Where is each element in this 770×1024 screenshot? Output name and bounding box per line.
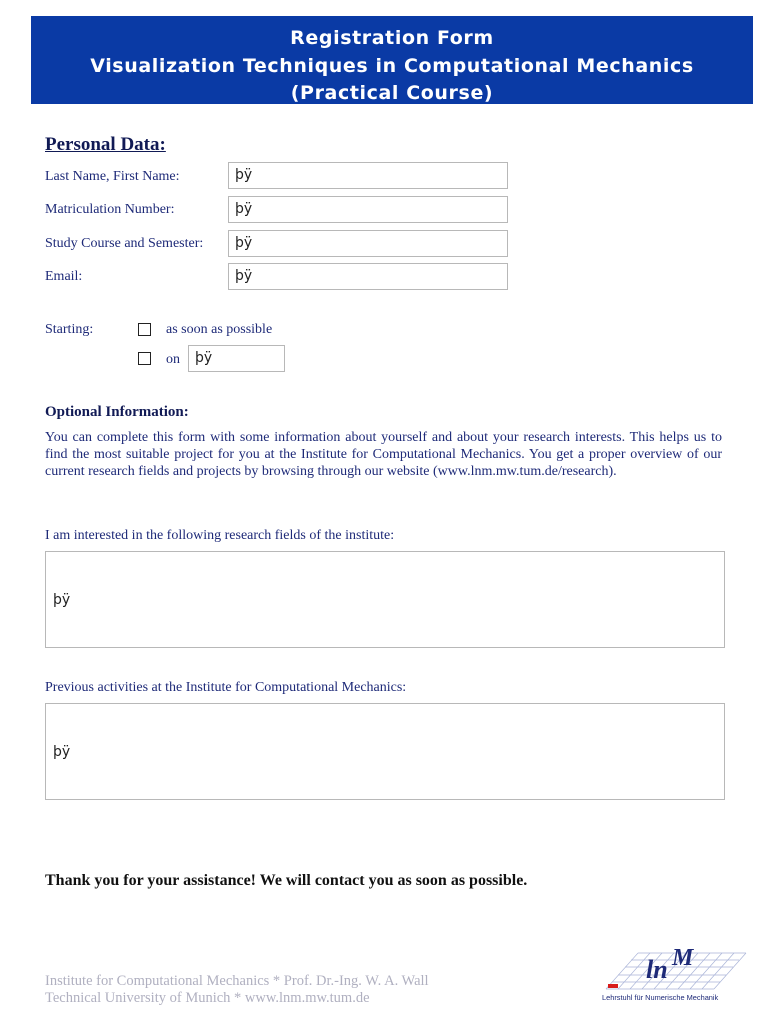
- lnm-logo: [598, 945, 750, 1005]
- logo-text-ln: ln: [646, 955, 668, 984]
- interests-label: I am interested in the following research fields of the institute:: [45, 528, 395, 543]
- date-checkbox[interactable]: [138, 352, 151, 365]
- footer: [45, 973, 429, 1007]
- footer-institute: Institute for Computational Mechanics * Prof. Dr.-Ing. W. A. Wall: [45, 973, 429, 989]
- logo-text-m: M: [672, 945, 694, 971]
- starting-label: Starting:: [45, 322, 94, 337]
- previous-activities-textarea[interactable]: þÿ: [45, 703, 725, 800]
- asap-option-label: as soon as possible: [166, 322, 273, 337]
- email-field[interactable]: þÿ: [228, 263, 508, 290]
- matriculation-field[interactable]: þÿ: [228, 196, 508, 223]
- header-course-type: (Practical Course): [290, 82, 494, 104]
- thank-you-message: Thank you for your assistance! We will contact you as soon as possible.: [45, 872, 528, 889]
- asap-checkbox[interactable]: [138, 323, 151, 336]
- form-header: [31, 16, 753, 104]
- header-title: Registration Form: [290, 27, 494, 49]
- logo-caption: Lehrstuhl für Numerische Mechanik: [602, 993, 719, 1002]
- matriculation-label: Matriculation Number:: [45, 202, 175, 217]
- optional-info-title: Optional Information:: [45, 404, 189, 420]
- previous-activities-label: Previous activities at the Institute for Computational Mechanics:: [45, 680, 407, 695]
- study-course-label: Study Course and Semester:: [45, 236, 204, 251]
- name-field[interactable]: þÿ: [228, 162, 508, 189]
- start-date-field[interactable]: þÿ: [188, 345, 285, 372]
- name-label: Last Name, First Name:: [45, 169, 180, 184]
- logo-accent-mark: [608, 984, 618, 988]
- study-course-field[interactable]: þÿ: [228, 230, 508, 257]
- personal-data-title: Personal Data:: [45, 134, 166, 155]
- date-option-label: on: [166, 352, 180, 367]
- optional-info-paragraph: You can complete this form with some information about yourself and about your research interests. This helps us to find the most suitable project for you at the Institute for Computational Mechanics. You get a proper overview of our current research fields and projects by browsing through our website (www.lnm.mw.tum.de/research).: [45, 430, 722, 479]
- email-label: Email:: [45, 269, 83, 284]
- header-course-name: Visualization Techniques in Computational Mechanics: [90, 54, 694, 77]
- footer-university: Technical University of Munich * www.lnm.mw.tum.de: [45, 990, 370, 1006]
- interests-textarea[interactable]: þÿ: [45, 551, 725, 648]
